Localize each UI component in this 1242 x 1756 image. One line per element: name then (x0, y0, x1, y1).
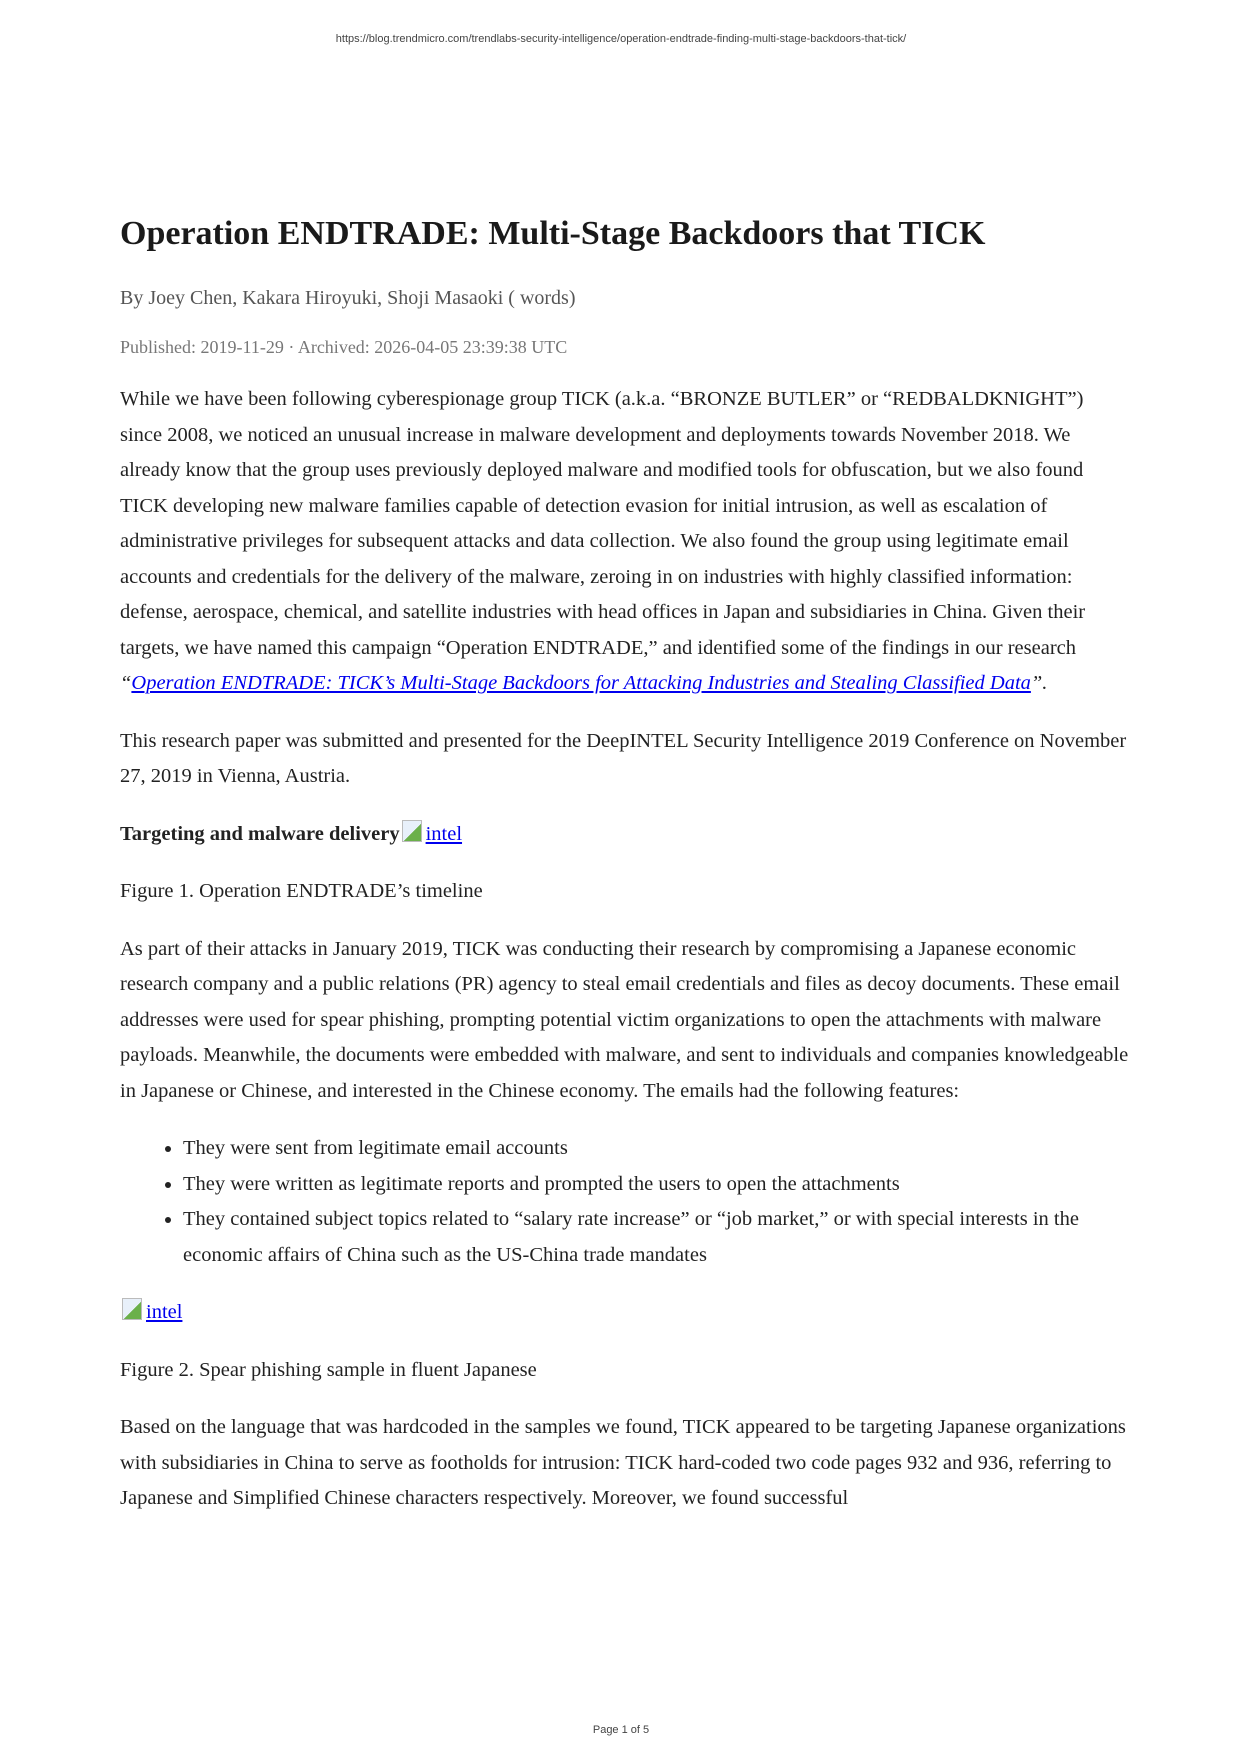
intro-text: While we have been following cyberespionage group TICK (a.k.a. “BRONZE BUTLER” or “REDBALDKNIGHT”) since 2008, we noticed an unusual increase in malware development and deployments towards November 2018. We already know that the group uses previously deployed malware and modified tools for obfuscation, but we also found TICK developing new malware families capable of detection evasion for initial intrusion, as well as escalation of administrative privileges for subsequent attacks and data collection. We also found the group using legitimate email accounts and credentials for the delivery of the malware, zeroing in on industries with highly classified information: defense, aerospace, chemical, and satellite industries with head offices in Japan and subsidiaries in China. Given their targets, we have named this campaign “Operation ENDTRADE,” and identified some of the findings in our research (120, 388, 1086, 659)
email-features-list (120, 1131, 1130, 1273)
publish-info: Published: 2019-11-29 · Archived: 2026-04-05 23:39:38 UTC (120, 337, 568, 357)
image-alt-text: intel (425, 822, 463, 845)
image-alt-text: intel (146, 1301, 183, 1323)
conference-paragraph: This research paper was submitted and presented for the DeepINTEL Security Intelligence 2019 Conference on November 27, 2019 in Vienna, Austria. (120, 729, 1127, 787)
research-paper-link[interactable]: Operation ENDTRADE: TICK’s Multi-Stage Backdoors for Attacking Industries and Stealing Classified Data (131, 672, 1031, 694)
figure1-caption: Figure 1. Operation ENDTRADE’s timeline (120, 880, 483, 902)
quote-close: ”. (1030, 672, 1048, 694)
broken-image-icon (120, 1296, 146, 1322)
figure2-image (120, 1295, 1130, 1331)
list-item: • They contained subject topics related to “salary rate increase” or “job market,” or with special interests in the economic affairs of China such as the US-China trade mandates (183, 1202, 1130, 1273)
byline: By Joey Chen, Kakara Hiroyuki, Shoji Masaoki ( words) (120, 287, 576, 309)
list-item: • They were written as legitimate reports and prompted the users to open the attachments (183, 1167, 1130, 1203)
figure1-image-link[interactable] (400, 823, 462, 845)
section-heading (120, 817, 1130, 853)
page-number: Page 1 of 5 (592, 1724, 650, 1736)
broken-image-icon (400, 818, 426, 844)
language-paragraph: Based on the language that was hardcoded in the samples we found, TICK appeared to be targeting Japanese organizations with subsidiaries in China to serve as footholds for intrusion: TICK hard-coded two code pages 932 and 936, referring to Japanese and Simplified Chinese characters respectively. Moreover, we found successful (120, 1416, 1126, 1509)
figure2-image-link[interactable] (120, 1301, 182, 1323)
attack-paragraph: As part of their attacks in January 2019, TICK was conducting their research by compromising a Japanese economic research company and a public relations (PR) agency to steal email credentials and files as decoy documents. These email addresses were used for spear phishing, prompting potential victim organizations to open the attachments with malware payloads. Meanwhile, the documents were embedded with malware, and sent to individuals and companies knowledgeable in Japanese or Chinese, and interested in the Chinese economy. The emails had the following features: (120, 937, 1129, 1102)
article (120, 212, 1130, 1539)
list-item: • They were sent from legitimate email accounts (183, 1131, 1130, 1167)
page-url: https://blog.trendmicro.com/trendlabs-security-intelligence/operation-endtrade-finding-multi-stage-backdoors-that-tick/ (335, 33, 907, 45)
intro-paragraph (120, 382, 1130, 702)
quote-open: “ (120, 672, 132, 694)
figure2-caption: Figure 2. Spear phishing sample in fluent Japanese (120, 1358, 537, 1381)
article-title: Operation ENDTRADE: Multi-Stage Backdoors that TICK (120, 215, 986, 252)
section-heading-text: Targeting and malware delivery (120, 822, 400, 845)
